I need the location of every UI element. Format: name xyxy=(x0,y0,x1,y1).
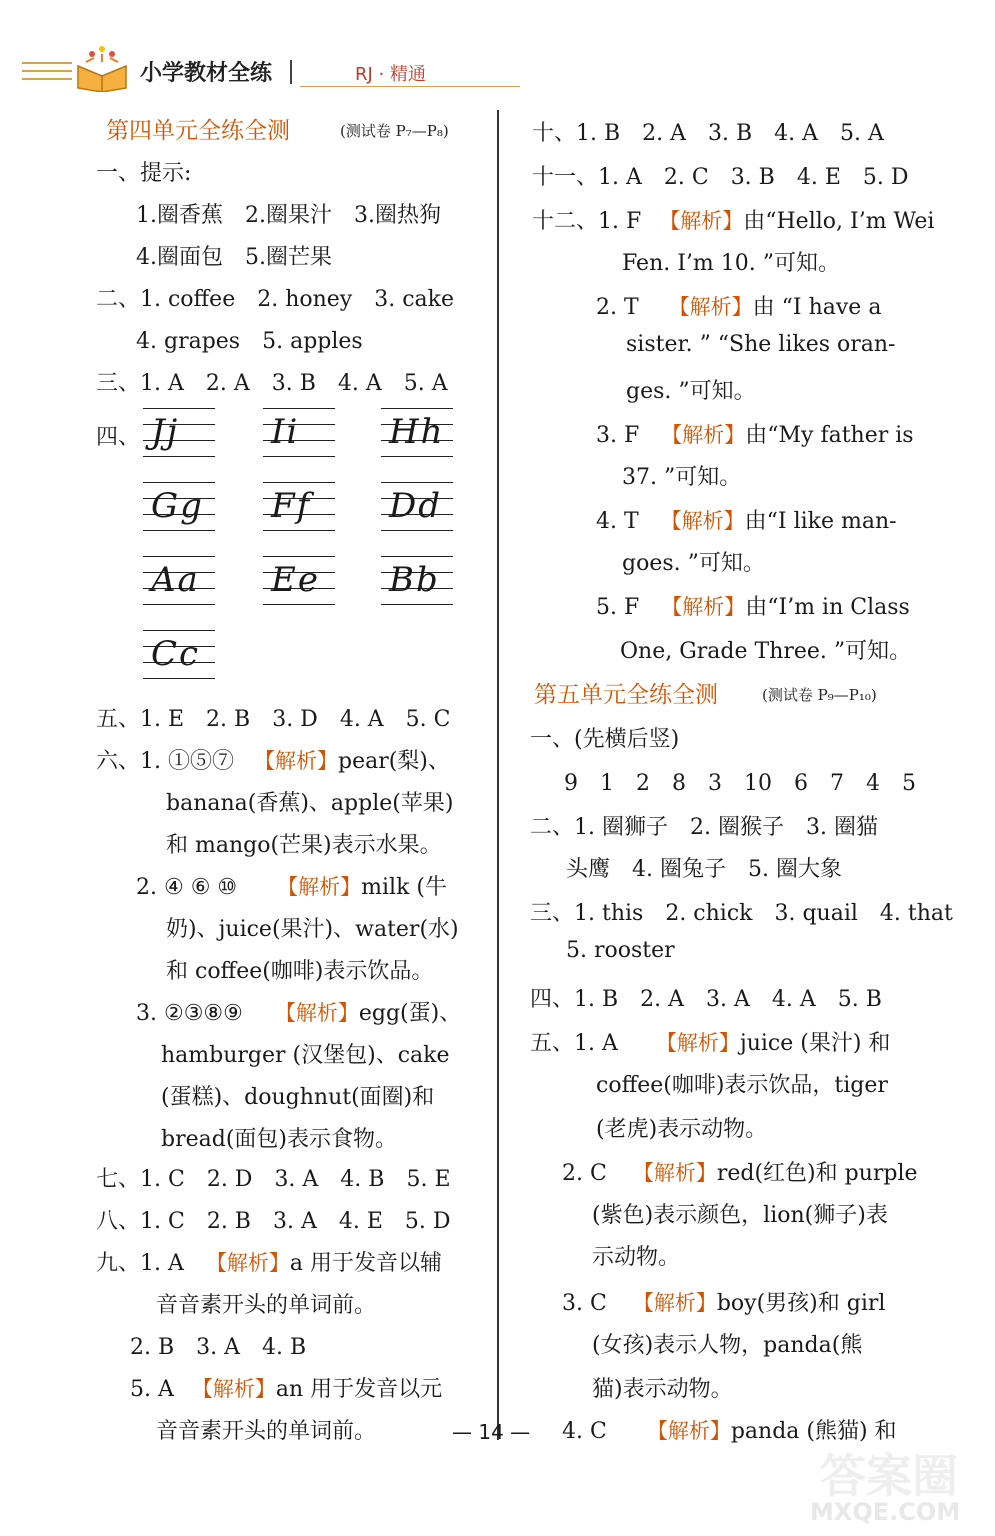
analysis-tag: 【解析】 xyxy=(660,509,745,533)
letter-box: Aa xyxy=(143,556,215,606)
answer-line: 十、1. B 2. A 3. B 4. A 5. A xyxy=(532,121,884,146)
answer-line: 5. A 【解析】an 用于发音以元 xyxy=(130,1372,442,1403)
answer-line: 二、1. coffee 2. honey 3. cake xyxy=(96,287,455,312)
answer-line: 2. ④ ⑥ ⑩ 【解析】milk (牛 xyxy=(136,870,447,901)
answer-line: 三、1. A 2. A 3. B 4. A 5. A xyxy=(96,371,448,396)
watermark: 答案圈 MXQE.COM xyxy=(810,1449,961,1526)
header-divider xyxy=(290,60,292,84)
analysis-tag: 【解析】 xyxy=(668,295,753,319)
answer-line: 十一、1. A 2. C 3. B 4. E 5. D xyxy=(532,165,909,190)
answer-line: 一、(先横后竖) xyxy=(530,727,680,752)
answer-line: 音音素开头的单词前。 xyxy=(156,1419,377,1444)
unit5-title: 第五单元全练全测 xyxy=(534,682,718,708)
answer-line: 五、1. A 【解析】juice (果汁) 和 xyxy=(530,1026,890,1057)
answer-line: (女孩)表示人物，panda(熊 xyxy=(592,1333,863,1358)
letter-box: Cc xyxy=(143,630,215,680)
answer-line: 十二、1. F 【解析】由“Hello, I’m Wei xyxy=(532,204,934,235)
column-divider xyxy=(497,110,499,1440)
page-number: — 14 — xyxy=(452,1420,531,1444)
answer-line: 奶)、juice(果汁)、water(水) xyxy=(166,917,459,942)
analysis-tag: 【解析】 xyxy=(661,595,746,619)
answer-line: 二、1. 圈狮子 2. 圈猴子 3. 圈猫 xyxy=(530,815,878,840)
book-logo-icon xyxy=(72,44,132,92)
answer-line: One, Grade Three. ”可知。 xyxy=(620,639,912,664)
answer-line: 九、1. A 【解析】a 用于发音以辅 xyxy=(96,1246,442,1277)
answer-line: 示动物。 xyxy=(592,1245,681,1270)
analysis-tag: 【解析】 xyxy=(632,1161,717,1185)
analysis-tag: 【解析】 xyxy=(277,875,362,899)
unit4-note: (测试卷 P₇—P₈) xyxy=(340,122,449,140)
answer-line: 五、1. E 2. B 3. D 4. A 5. C xyxy=(96,707,451,732)
answer-line: 3. C 【解析】boy(男孩)和 girl xyxy=(562,1286,885,1317)
analysis-tag: 【解析】 xyxy=(253,749,338,773)
answer-line: 四、 xyxy=(96,425,141,450)
analysis-tag: 【解析】 xyxy=(661,423,746,447)
letter-box: Ff xyxy=(263,482,335,532)
analysis-tag: 【解析】 xyxy=(274,1001,359,1025)
answer-line: 9 1 2 8 3 10 6 7 4 5 xyxy=(564,771,916,796)
answer-line: 2. B 3. A 4. B xyxy=(130,1335,307,1360)
answer-line: hamburger (汉堡包)、cake xyxy=(161,1043,450,1068)
answer-line: 5. rooster xyxy=(566,938,675,963)
book-title: 小学教材全练 xyxy=(140,61,273,86)
answer-line: 猫)表示动物。 xyxy=(592,1377,733,1402)
edition-label: RJ · 精通 xyxy=(355,64,426,85)
unit4-title: 第四单元全练全测 xyxy=(106,118,290,144)
letter-box: Hh xyxy=(381,408,453,458)
answer-line: (紫色)表示颜色，lion(狮子)表 xyxy=(592,1203,888,1228)
answer-line: sister. ” “She likes oran- xyxy=(626,332,896,357)
answer-line: 六、1. ①⑤⑦ 【解析】pear(梨)、 xyxy=(96,744,450,775)
answer-line: 4. T 【解析】由“I like man- xyxy=(596,504,897,535)
answer-line: 和 mango(芒果)表示水果。 xyxy=(166,833,442,858)
answer-line: 4.圈面包 5.圈芒果 xyxy=(136,245,332,270)
answer-line: 5. F 【解析】由“I’m in Class xyxy=(596,590,910,621)
letter-box: Gg xyxy=(143,482,215,532)
answer-line: (蛋糕)、doughnut(面圈)和 xyxy=(161,1085,435,1110)
letter-box: Jj xyxy=(143,408,215,458)
analysis-tag: 【解析】 xyxy=(632,1291,717,1315)
answer-line: 2. C 【解析】red(红色)和 purple xyxy=(562,1156,918,1187)
answer-line: goes. ”可知。 xyxy=(622,551,765,576)
answer-line: 4. C 【解析】panda (熊猫) 和 xyxy=(562,1414,897,1445)
answer-line: Fen. I’m 10. ”可知。 xyxy=(622,251,841,276)
answer-line: banana(香蕉)、apple(苹果) xyxy=(166,791,454,816)
answer-line: 一、提示: xyxy=(96,161,192,186)
answer-line: 2. T 【解析】由 “I have a xyxy=(596,290,881,321)
answer-line: 音音素开头的单词前。 xyxy=(156,1293,377,1318)
analysis-tag: 【解析】 xyxy=(646,1419,731,1443)
answer-line: 四、1. B 2. A 3. A 4. A 5. B xyxy=(530,987,882,1012)
unit5-note: (测试卷 P₉—P₁₀) xyxy=(762,686,877,704)
analysis-tag: 【解析】 xyxy=(205,1251,290,1275)
answer-line: 三、1. this 2. chick 3. quail 4. that xyxy=(530,901,953,926)
answer-line: 八、1. C 2. B 3. A 4. E 5. D xyxy=(96,1209,451,1234)
answer-line: 4. grapes 5. apples xyxy=(136,329,363,354)
answer-line: ges. ”可知。 xyxy=(626,379,756,404)
answer-line: bread(面包)表示食物。 xyxy=(161,1127,397,1152)
letter-box: Ii xyxy=(263,408,335,458)
answer-line: 头鹰 4. 圈兔子 5. 圈大象 xyxy=(566,857,842,882)
answer-line: 37. ”可知。 xyxy=(622,465,742,490)
answer-line: 3. ②③⑧⑨ 【解析】egg(蛋)、 xyxy=(136,996,461,1027)
analysis-tag: 【解析】 xyxy=(655,1031,740,1055)
answer-line: 3. F 【解析】由“My father is xyxy=(596,418,914,449)
letter-box: Bb xyxy=(381,556,453,606)
analysis-tag: 【解析】 xyxy=(191,1377,276,1401)
analysis-tag: 【解析】 xyxy=(659,209,744,233)
answer-line: 七、1. C 2. D 3. A 4. B 5. E xyxy=(96,1167,451,1192)
answer-line: coffee(咖啡)表示饮品，tiger xyxy=(596,1073,888,1098)
answer-line: (老虎)表示动物。 xyxy=(596,1117,768,1142)
answer-line: 1.圈香蕉 2.圈果汁 3.圈热狗 xyxy=(136,203,441,228)
header-decoration xyxy=(22,62,72,86)
header-rule xyxy=(300,86,520,87)
answer-line: 和 coffee(咖啡)表示饮品。 xyxy=(166,959,434,984)
letter-box: Ee xyxy=(263,556,335,606)
letter-box: Dd xyxy=(381,482,453,532)
